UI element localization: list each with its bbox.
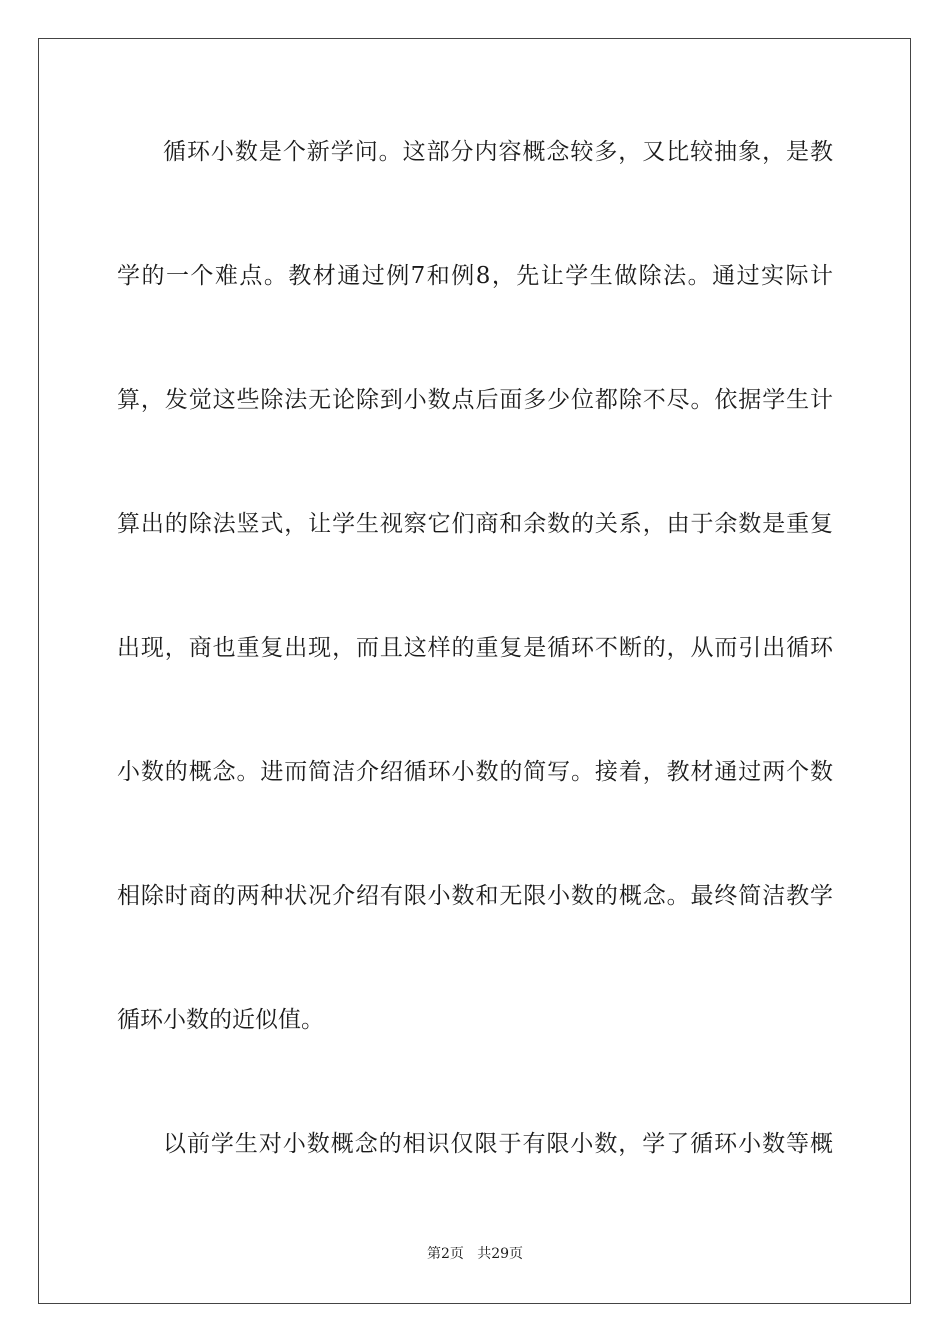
paragraph-1-line-6: 小数的概念。进而简洁介绍循环小数的简写。接着，教材通过两个数 [117, 759, 833, 785]
page-border [38, 38, 911, 1304]
paragraph-1-line-2: 学的一个难点。教材通过例7和例8，先让学生做除法。通过实际计 [117, 263, 833, 289]
paragraph-1-line-7: 相除时商的两种状况介绍有限小数和无限小数的概念。最终简洁教学 [117, 883, 833, 909]
paragraph-1-line-3: 算，发觉这些除法无论除到小数点后面多少位都除不尽。依据学生计 [117, 387, 833, 413]
paragraph-1-line-8: 循环小数的近似值。 [117, 1007, 324, 1033]
paragraph-2-line-1: 以前学生对小数概念的相识仅限于有限小数，学了循环小数等概 [163, 1131, 833, 1157]
page-number-footer: 第2页 共29页 [426, 1246, 524, 1262]
paragraph-1-line-4: 算出的除法竖式，让学生视察它们商和余数的关系，由于余数是重复 [117, 511, 833, 537]
paragraph-1-line-5: 出现，商也重复出现，而且这样的重复是循环不断的，从而引出循环 [117, 635, 833, 661]
paragraph-1-line-1: 循环小数是个新学问。这部分内容概念较多，又比较抽象，是教 [163, 139, 833, 165]
